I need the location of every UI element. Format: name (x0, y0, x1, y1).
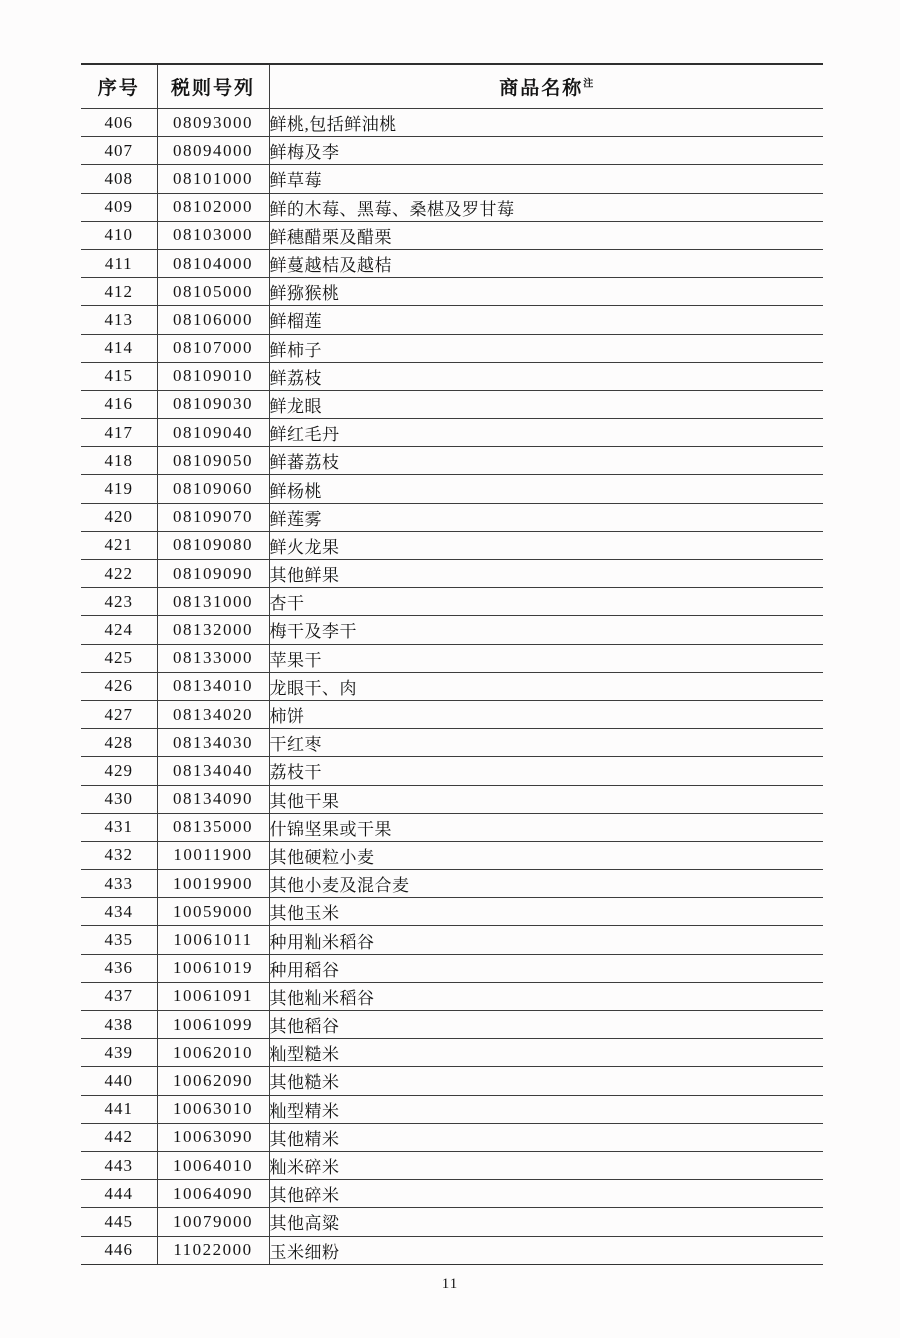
name-cell: 其他精米 (269, 1123, 823, 1151)
seq-cell: 438 (81, 1011, 157, 1039)
name-cell: 鲜榴莲 (269, 306, 823, 334)
code-cell: 08132000 (157, 616, 269, 644)
seq-cell: 445 (81, 1208, 157, 1236)
code-cell: 08134030 (157, 729, 269, 757)
seq-cell: 414 (81, 334, 157, 362)
name-cell: 其他硬粒小麦 (269, 841, 823, 869)
table-row (81, 334, 823, 362)
table-row (81, 137, 823, 165)
name-cell: 梅干及李干 (269, 616, 823, 644)
code-cell: 10061099 (157, 1011, 269, 1039)
name-cell: 鲜柿子 (269, 334, 823, 362)
seq-cell: 439 (81, 1039, 157, 1067)
seq-cell: 407 (81, 137, 157, 165)
header-seq: 序号 (81, 64, 157, 109)
table-row (81, 785, 823, 813)
seq-cell: 428 (81, 729, 157, 757)
name-cell: 什锦坚果或干果 (269, 813, 823, 841)
seq-cell: 436 (81, 954, 157, 982)
seq-cell: 432 (81, 841, 157, 869)
seq-cell: 430 (81, 785, 157, 813)
code-cell: 08109010 (157, 362, 269, 390)
name-cell: 玉米细粉 (269, 1236, 823, 1264)
table-row (81, 362, 823, 390)
table-row (81, 475, 823, 503)
code-cell: 10063010 (157, 1095, 269, 1123)
name-cell: 鲜莲雾 (269, 503, 823, 531)
seq-cell: 429 (81, 757, 157, 785)
table-row (81, 193, 823, 221)
seq-cell: 431 (81, 813, 157, 841)
code-cell: 08109060 (157, 475, 269, 503)
code-cell: 08105000 (157, 278, 269, 306)
table-row (81, 306, 823, 334)
code-cell: 08133000 (157, 644, 269, 672)
seq-cell: 426 (81, 672, 157, 700)
seq-cell: 434 (81, 898, 157, 926)
code-cell: 10061091 (157, 982, 269, 1010)
seq-cell: 433 (81, 870, 157, 898)
seq-cell: 416 (81, 390, 157, 418)
seq-cell: 443 (81, 1151, 157, 1179)
table-row (81, 221, 823, 249)
seq-cell: 444 (81, 1180, 157, 1208)
name-cell: 杏干 (269, 588, 823, 616)
name-cell: 鲜的木莓、黑莓、桑椹及罗甘莓 (269, 193, 823, 221)
table-row (81, 954, 823, 982)
seq-cell: 422 (81, 560, 157, 588)
name-cell: 龙眼干、肉 (269, 672, 823, 700)
seq-cell: 419 (81, 475, 157, 503)
name-cell: 鲜蕃荔枝 (269, 447, 823, 475)
seq-cell: 440 (81, 1067, 157, 1095)
code-cell: 10062090 (157, 1067, 269, 1095)
code-cell: 08131000 (157, 588, 269, 616)
table-row (81, 109, 823, 137)
table-row (81, 560, 823, 588)
name-cell: 其他干果 (269, 785, 823, 813)
code-cell: 08107000 (157, 334, 269, 362)
code-cell: 08106000 (157, 306, 269, 334)
code-cell: 08135000 (157, 813, 269, 841)
table-row (81, 898, 823, 926)
name-cell: 鲜穗醋栗及醋栗 (269, 221, 823, 249)
seq-cell: 441 (81, 1095, 157, 1123)
code-cell: 10064090 (157, 1180, 269, 1208)
seq-cell: 424 (81, 616, 157, 644)
table-row (81, 1067, 823, 1095)
name-cell: 鲜荔枝 (269, 362, 823, 390)
table-row (81, 419, 823, 447)
header-row (81, 64, 823, 109)
table-row (81, 531, 823, 559)
code-cell: 08134040 (157, 757, 269, 785)
table-row (81, 165, 823, 193)
name-cell: 其他鲜果 (269, 560, 823, 588)
code-cell: 11022000 (157, 1236, 269, 1264)
name-cell: 其他籼米稻谷 (269, 982, 823, 1010)
seq-cell: 425 (81, 644, 157, 672)
name-cell: 籼米碎米 (269, 1151, 823, 1179)
name-cell: 其他玉米 (269, 898, 823, 926)
header-code: 税则号列 (157, 64, 269, 109)
header-name-text: 商品名称 (499, 78, 584, 99)
name-cell: 苹果干 (269, 644, 823, 672)
seq-cell: 413 (81, 306, 157, 334)
table-body (81, 109, 823, 1265)
code-cell: 10061011 (157, 926, 269, 954)
table-row (81, 1123, 823, 1151)
table-header (81, 64, 823, 109)
code-cell: 10059000 (157, 898, 269, 926)
name-cell: 鲜龙眼 (269, 390, 823, 418)
code-cell: 08109080 (157, 531, 269, 559)
table-row (81, 729, 823, 757)
seq-cell: 435 (81, 926, 157, 954)
code-cell: 08093000 (157, 109, 269, 137)
name-cell: 籼型精米 (269, 1095, 823, 1123)
table-row (81, 588, 823, 616)
seq-cell: 408 (81, 165, 157, 193)
code-cell: 10064010 (157, 1151, 269, 1179)
table-row (81, 672, 823, 700)
seq-cell: 411 (81, 249, 157, 277)
code-cell: 08109070 (157, 503, 269, 531)
code-cell: 10019900 (157, 870, 269, 898)
name-cell: 干红枣 (269, 729, 823, 757)
code-cell: 10079000 (157, 1208, 269, 1236)
tariff-table (81, 63, 823, 1265)
name-cell: 鲜草莓 (269, 165, 823, 193)
table-row (81, 1180, 823, 1208)
name-cell: 荔枝干 (269, 757, 823, 785)
seq-cell: 420 (81, 503, 157, 531)
name-cell: 其他高粱 (269, 1208, 823, 1236)
table-row (81, 813, 823, 841)
code-cell: 10062010 (157, 1039, 269, 1067)
table-row (81, 841, 823, 869)
table-row (81, 644, 823, 672)
code-cell: 08102000 (157, 193, 269, 221)
table-row (81, 1095, 823, 1123)
code-cell: 08109040 (157, 419, 269, 447)
seq-cell: 437 (81, 982, 157, 1010)
code-cell: 08134090 (157, 785, 269, 813)
seq-cell: 442 (81, 1123, 157, 1151)
code-cell: 08109050 (157, 447, 269, 475)
seq-cell: 409 (81, 193, 157, 221)
table-row (81, 447, 823, 475)
table-row (81, 278, 823, 306)
seq-cell: 421 (81, 531, 157, 559)
table-row (81, 700, 823, 728)
code-cell: 08109030 (157, 390, 269, 418)
code-cell: 10063090 (157, 1123, 269, 1151)
name-cell: 籼型糙米 (269, 1039, 823, 1067)
seq-cell: 446 (81, 1236, 157, 1264)
seq-cell: 412 (81, 278, 157, 306)
table-row (81, 1151, 823, 1179)
name-cell: 鲜杨桃 (269, 475, 823, 503)
code-cell: 08101000 (157, 165, 269, 193)
name-cell: 其他糙米 (269, 1067, 823, 1095)
table-row (81, 870, 823, 898)
code-cell: 10061019 (157, 954, 269, 982)
table-row (81, 757, 823, 785)
page-number: 11 (441, 1276, 459, 1292)
name-cell: 其他稻谷 (269, 1011, 823, 1039)
table-row (81, 503, 823, 531)
table-row (81, 616, 823, 644)
code-cell: 08103000 (157, 221, 269, 249)
code-cell: 08094000 (157, 137, 269, 165)
header-name (269, 64, 823, 109)
name-cell: 鲜桃,包括鲜油桃 (269, 109, 823, 137)
name-cell: 种用稻谷 (269, 954, 823, 982)
code-cell: 08134010 (157, 672, 269, 700)
seq-cell: 423 (81, 588, 157, 616)
seq-cell: 427 (81, 700, 157, 728)
seq-cell: 415 (81, 362, 157, 390)
name-cell: 鲜火龙果 (269, 531, 823, 559)
code-cell: 08104000 (157, 249, 269, 277)
table-row (81, 926, 823, 954)
header-note-superscript: 注 (583, 78, 594, 90)
seq-cell: 410 (81, 221, 157, 249)
name-cell: 其他小麦及混合麦 (269, 870, 823, 898)
code-cell: 08109090 (157, 560, 269, 588)
name-cell: 种用籼米稻谷 (269, 926, 823, 954)
name-cell: 鲜红毛丹 (269, 419, 823, 447)
name-cell: 鲜蔓越桔及越桔 (269, 249, 823, 277)
code-cell: 10011900 (157, 841, 269, 869)
name-cell: 鲜梅及李 (269, 137, 823, 165)
table-row (81, 1011, 823, 1039)
code-cell: 08134020 (157, 700, 269, 728)
name-cell: 柿饼 (269, 700, 823, 728)
seq-cell: 418 (81, 447, 157, 475)
table-row (81, 390, 823, 418)
table-row (81, 249, 823, 277)
table-row (81, 982, 823, 1010)
seq-cell: 417 (81, 419, 157, 447)
seq-cell: 406 (81, 109, 157, 137)
table-row (81, 1236, 823, 1264)
table-row (81, 1208, 823, 1236)
name-cell: 其他碎米 (269, 1180, 823, 1208)
table-row (81, 1039, 823, 1067)
name-cell: 鲜猕猴桃 (269, 278, 823, 306)
